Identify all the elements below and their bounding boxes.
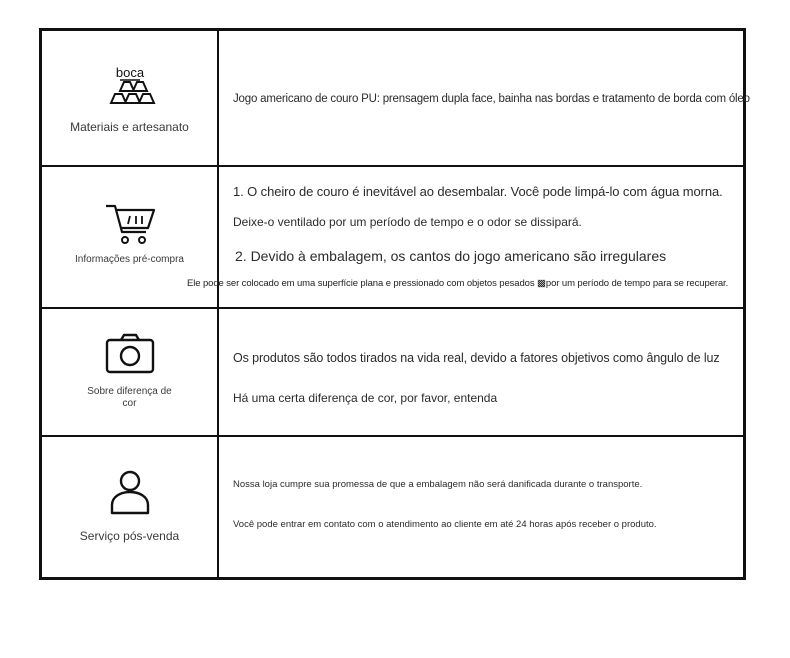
prepurchase-label: Informações pré-compra (75, 254, 184, 265)
prepurchase-note: Ele pode ser colocado em uma superfície plana e pressionado com objetos pesados ▩por um período de tempo para se recuperar. (187, 278, 729, 289)
user-icon-svg (104, 465, 156, 517)
color-label-cell (42, 309, 217, 435)
color-line-2: Há uma certa diferença de cor, por favor, entenda (233, 391, 498, 405)
prepurchase-line-2: Deixe-o ventilado por um período de tempo e o odor se dissipará. (233, 215, 582, 229)
aftersales-content-cell (219, 437, 743, 577)
materials-line: Jogo americano de couro PU: prensagem dupla face, bainha nas bordas e tratamento de borda com óleo (233, 93, 750, 105)
info-table (39, 28, 750, 580)
aftersales-line-2: Você pode entrar em contato com o atendimento ao cliente em até 24 horas após receber o produto. (233, 519, 657, 530)
camera-icon (103, 332, 157, 376)
camera-icon-svg (103, 332, 157, 376)
shopping-cart-icon (100, 198, 160, 248)
prepurchase-line-3: 2. Devido à embalagem, os cantos do jogo americano são irregulares (235, 248, 667, 264)
color-line-1: Os produtos são todos tirados na vida real, devido a fatores objetivos como ângulo de luz (233, 351, 720, 365)
aftersales-label: Serviço pós-venda (79, 528, 180, 543)
materials-label-cell (42, 31, 217, 165)
aftersales-line-1: Nossa loja cumpre sua promessa de que a embalagem não será danificada durante o transporte. (233, 479, 643, 490)
boca-blocks-icon-svg (95, 64, 165, 112)
shopping-cart-icon-svg (100, 198, 160, 248)
aftersales-label-cell (42, 437, 217, 577)
user-icon (104, 465, 156, 517)
color-label: Sobre diferença de cor (87, 386, 172, 409)
color-content-cell (219, 309, 743, 435)
prepurchase-line-1: 1. O cheiro de couro é inevitável ao desembalar. Você pode limpá-lo com água morna. (233, 184, 723, 199)
materials-label: Materiais e artesanato (70, 119, 189, 134)
boca-icon-text: boca (115, 64, 144, 80)
boca-blocks-icon (95, 64, 165, 112)
materials-content-cell (219, 31, 750, 165)
